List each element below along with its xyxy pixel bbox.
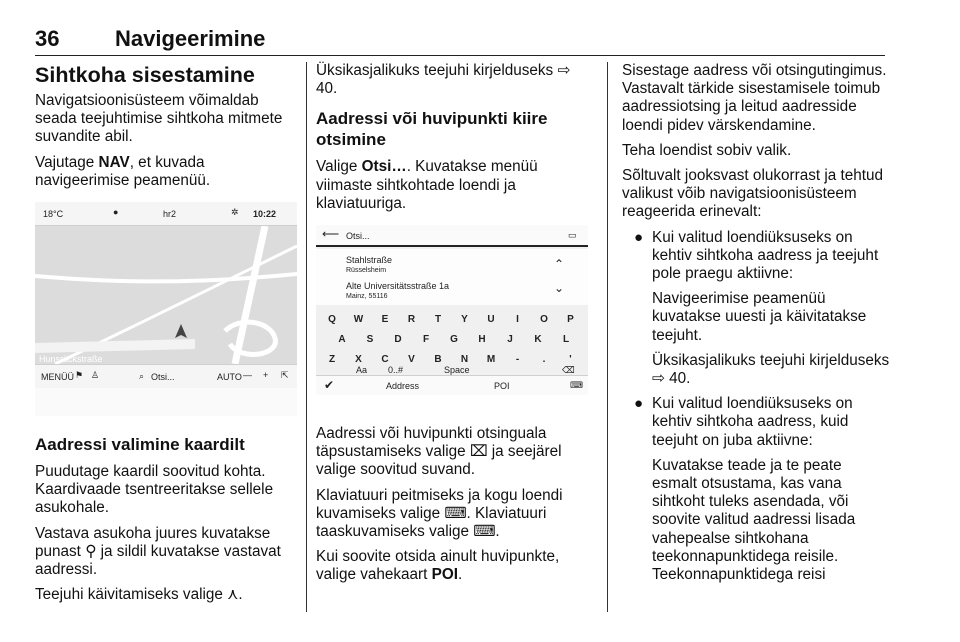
paragraph: Vajutage NAV, et kuvada navigeerimise peamenüü. (35, 153, 211, 189)
filter-icon[interactable]: ▭ (568, 230, 577, 241)
search-input[interactable]: Otsi... (346, 231, 370, 242)
keyboard-key[interactable]: A (338, 334, 346, 346)
show-keyboard-icon: ⌨ (473, 523, 496, 541)
map-screenshot (35, 202, 297, 416)
column-1 (35, 62, 297, 611)
list-item-sub: Mainz, 55116 (346, 293, 388, 301)
keyboard-screenshot (316, 225, 588, 395)
paragraph: Aadressi või huvipunkti otsinguala täpsustamiseks valige ⌧ ja seejärel valige soovitud suvand. (316, 425, 562, 479)
keyboard-key[interactable]: I (516, 314, 519, 326)
menu-button[interactable]: MENÜÜ (41, 372, 74, 383)
keyboard-key[interactable]: V (408, 354, 415, 366)
chevron-up-icon[interactable]: ⌃ (554, 257, 565, 272)
keyboard-key[interactable]: . (542, 354, 546, 366)
sun-icon: ● (113, 207, 119, 218)
paragraph: Sõltuvalt jooksvast olukorrast ja tehtud valikust võib navigatsioonisüsteem reageerida erinevalt: (622, 167, 884, 221)
column-2 (316, 62, 588, 592)
bullet-detail: Üksikasjalikuks teejuhi kirjelduseks ⇨ 40. (652, 351, 890, 388)
search-button[interactable]: Otsi... (151, 372, 175, 383)
map-status-bar (35, 202, 297, 226)
plus-icon[interactable]: + (263, 370, 269, 381)
keyboard-key[interactable]: T (434, 314, 442, 326)
space-key[interactable]: Space (444, 365, 470, 376)
backspace-icon[interactable]: ⌫ (562, 365, 575, 376)
keyboard-key[interactable]: D (394, 334, 402, 346)
keyboard-key[interactable]: G (450, 334, 458, 346)
share-icon[interactable]: ⇱ (281, 370, 289, 381)
keyboard-row-1 (316, 309, 588, 329)
column-divider (607, 62, 608, 612)
subheading: Aadressi valimine kaardilt (35, 435, 245, 455)
map-menu-bar (35, 364, 297, 388)
search-tabs (316, 375, 588, 395)
clock: 10:22 (253, 209, 277, 220)
keyboard-key[interactable]: Y (461, 314, 468, 326)
minus-icon[interactable]: — (243, 370, 252, 381)
keyboard-key[interactable]: Q (328, 314, 336, 326)
keyboard-key[interactable]: S (366, 334, 374, 346)
hide-keyboard-icon[interactable]: ⌨ (570, 380, 583, 391)
position-arrow-icon (175, 324, 187, 338)
keyboard-key[interactable]: - (515, 354, 520, 366)
list-item-title[interactable]: Stahlstraße (346, 255, 393, 266)
list-item-title[interactable]: Alte Universitätsstraße 1a (346, 281, 450, 292)
tab-address[interactable]: Address (386, 381, 420, 392)
keyboard-key[interactable]: M (486, 354, 496, 366)
heading: Sihtkoha sisestamine (35, 63, 255, 87)
keyboard-key[interactable]: L (562, 334, 570, 346)
paragraph: Valige Otsi…. Kuvatakse menüü viimaste sihtkohtade loendi ja klaviatuuriga. (316, 158, 538, 212)
keyboard-key[interactable]: X (355, 354, 362, 366)
page-ref: ⇨ 40. (652, 370, 691, 388)
keyboard-key[interactable]: W (353, 314, 364, 326)
paragraph: Navigatsioonisüsteem võimaldab seada teejuhtimise sihtkoha mitmete suvandite abil. (35, 92, 283, 146)
bullet-detail: Kuvatakse teade ja te peate esmalt otsustama, kas vana sihtkoht tuleks asendada, või soovite valitud aadressi lisada vahepealse sihtkohana teekonnapunktidega reisile. Teekonnapunktidega reisi (652, 456, 856, 584)
keyboard-key[interactable]: B (434, 354, 442, 366)
hide-keyboard-icon: ⌨ (444, 504, 467, 522)
flag-icon[interactable]: ⚑ (75, 370, 84, 381)
keyboard-key[interactable]: P (567, 314, 574, 326)
column-3 (622, 62, 890, 591)
paragraph: Teha loendist sobiv valik. (622, 141, 792, 159)
search-icon[interactable]: ⌕ (139, 371, 145, 382)
search-bar (316, 225, 588, 247)
keyboard-key[interactable]: E (381, 314, 389, 326)
keyboard-key[interactable]: ' (569, 354, 572, 366)
paragraph: Kui soovite otsida ainult huvipunkte, valige vahekaart POI. (316, 548, 560, 584)
paragraph: Sisestage aadress või otsingutingimus. Vastavalt tärkide sisestamisele toimub aadressiotsing ja leitud aadresside loendi pidev värskendamine. (622, 62, 887, 134)
keyboard-key[interactable]: F (422, 334, 430, 346)
tab-poi[interactable]: POI (494, 381, 510, 392)
recent-list (316, 249, 588, 305)
paragraph: Klaviatuuri peitmiseks ja kogu loendi kuvamiseks valige ⌨. Klaviatuuri taaskuvamiseks valige ⌨. (316, 486, 563, 541)
bullet-item: ● Kui valitud loendiüksuseks on kehtiv sihtkoha aadress ja teejuht pole praegu aktiivne: (634, 228, 879, 283)
keyboard-row-2 (316, 329, 588, 349)
bullet-detail: Navigeerimise peamenüü kuvatakse uuesti ja käivitatakse teejuht. (652, 290, 867, 344)
paragraph: Üksikasjalikuks teejuhi kirjelduseks ⇨ 40. (316, 62, 571, 98)
page-number: 36 (35, 26, 60, 51)
temperature: 18°C (43, 209, 64, 220)
keyboard-key[interactable]: N (460, 354, 469, 366)
confirm-icon[interactable]: ✔ (324, 378, 335, 393)
keyboard-key[interactable]: J (507, 334, 513, 346)
paragraph: Vastava asukoha juures kuvatakse punast ⚲ ja sildil kuvatakse vastavat aadressi. (35, 524, 281, 579)
column-divider (306, 62, 307, 612)
bullet-item: ● Kui valitud loendiüksuseks on kehtiv sihtkoha aadress, kuid teejuht on juba aktiivne: (634, 395, 853, 449)
keyboard-key[interactable]: R (407, 314, 416, 326)
chevron-down-icon[interactable]: ⌄ (554, 281, 565, 296)
filter-icon: ⌧ (469, 443, 488, 461)
back-icon[interactable]: ⟵ (322, 227, 340, 242)
auto-zoom-button[interactable]: AUTO (217, 372, 242, 383)
keyboard-key[interactable]: Z (328, 354, 336, 366)
person-icon[interactable]: ♙ (91, 370, 100, 381)
page-ref: ⇨ 40. (316, 62, 571, 98)
numbers-key[interactable]: 0..# (388, 365, 404, 376)
map-view (35, 226, 297, 364)
section-title: Navigeerimine (115, 26, 266, 51)
list-item-sub: Rüsselsheim (346, 267, 387, 275)
pin-icon: ⚲ (85, 542, 97, 560)
page-header (35, 26, 885, 56)
paragraph: Puudutage kaardil soovitud kohta. Kaardivaade tsentreeritakse sellele asukohale. (35, 463, 274, 517)
keyboard-key[interactable]: K (534, 334, 542, 346)
case-key[interactable]: Aa (356, 365, 368, 376)
keyboard-key[interactable]: O (540, 314, 548, 326)
center-label: hr2 (163, 209, 177, 220)
street-label: Hunsrückstraße (39, 354, 103, 365)
keyboard-key[interactable]: H (478, 334, 486, 346)
paragraph: Teejuhi käivitamiseks valige ⋏. (35, 586, 243, 604)
gear-icon: ✲ (231, 207, 239, 218)
subheading: Aadressi või huvipunkti kiire otsimine (316, 109, 548, 150)
keyboard-key[interactable]: C (381, 354, 389, 366)
keyboard-key[interactable]: U (487, 314, 495, 326)
map-roads (35, 226, 297, 364)
start-guidance-icon: ⋏ (227, 586, 239, 604)
